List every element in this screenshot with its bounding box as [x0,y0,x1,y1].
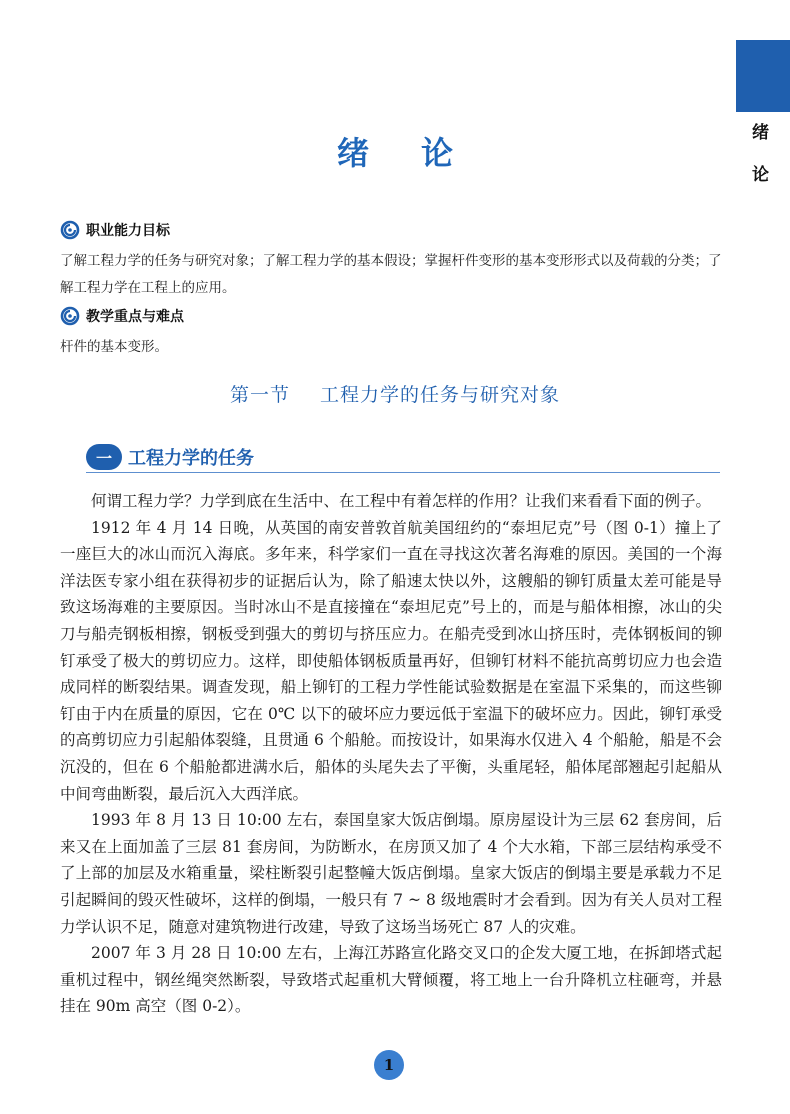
subsection-rule [86,472,720,473]
section-number: 第一节 [229,384,290,406]
focus-heading [60,306,184,326]
paragraph: 1993 年 8 月 13 日 10:00 左右，泰国皇家大饭店倒塌。原房屋设计为三层 62 套房间，后来又在上面加盖了三层 81 套房间，为防断水，在房顶又加了 4 个大水箱，下部三层结构承受不了上部的加层及水箱重量，梁柱断裂引起整幢大饭店倒塌。皇家大饭店的倒塌主要是承载力不足引起瞬间的毁灭性破坏，这样的倒塌，一般只有 7 ~ 8 级地震时才会看到。因为有关人员对工程力学认识不足，随意对建筑物进行改建，导致了这场当场死亡 87 人的灾难。 [60,811,722,936]
chapter-title: 绪论 [336,134,505,172]
section-heading [0,380,790,407]
swirl-icon [60,306,80,326]
subsection-heading [86,444,254,470]
goals-heading-text: 职业能力目标 [86,223,170,239]
goals-heading [60,220,170,240]
goals-text: 了解工程力学的任务与研究对象；了解工程力学的基本假设；掌握杆件变形的基本变形形式以及荷载的分类；了解工程力学在工程上的应用。 [60,253,722,296]
chapter-side-label-2: 论 [752,165,769,185]
chapter-side-label-1: 绪 [752,123,769,143]
paragraph: 1912 年 4 月 14 日晚，从英国的南安普敦首航美国纽约的“泰坦尼克”号（图 0-1）撞上了一座巨大的冰山而沉入海底。多年来，科学家们一直在寻找这次著名海难的原因。美国的一个海洋法医专家小组在获得初步的证据后认为，除了船速太快以外，这艘船的铆钉质量太差可能是导致这场海难的主要原因。当时冰山不是直接撞在“泰坦尼克”号上的，而是与船体相擦，冰山的尖刀与船壳钢板相擦，钢板受到强大的剪切与挤压应力。在船壳受到冰山挤压时，壳体钢板间的铆钉承受了极大的剪切应力。这样，即使船体钢板质量再好，但铆钉材料不能抗高剪切应力也会造成同样的断裂结果。调查发现，船上铆钉的工程力学性能试验数据是在室温下采集的，而这些铆钉由于内在质量的原因，它在 0℃ 以下的破坏应力要远低于室温下的破坏应力。因此，铆钉承受的高剪切应力引起船体裂缝，且贯通 6 个船舱。而按设计，如果海水仅进入 4 个船舱，船是不会沉没的，但在 6 个船舱都进满水后，船体的头尾失去了平衡，头重尾轻，船体尾部翘起引起船从中间弯曲断裂，最后沉入大西洋底。 [60,518,722,803]
focus-text: 杆件的基本变形。 [60,339,168,355]
section-title: 工程力学的任务与研究对象 [320,384,561,406]
page-number: 1 [374,1050,404,1080]
subsection-title: 工程力学的任务 [128,448,254,469]
focus-heading-text: 教学重点与难点 [86,309,184,325]
paragraph: 2007 年 3 月 28 日 10:00 左右，上海江苏路宣化路交叉口的企发大厦工地，在拆卸塔式起重机过程中，钢丝绳突然断裂，导致塔式起重机大臂倾覆，将工地上一台升降机立柱砸弯，并悬挂在 90m 高空（图 0-2）。 [60,944,722,1016]
body-text [60,488,722,1020]
paragraph: 何谓工程力学？力学到底在生活中、在工程中有着怎样的作用？让我们来看看下面的例子。 [91,492,712,510]
chapter-tab [736,40,790,112]
subsection-number: 一 [86,444,122,470]
swirl-icon [60,220,80,240]
